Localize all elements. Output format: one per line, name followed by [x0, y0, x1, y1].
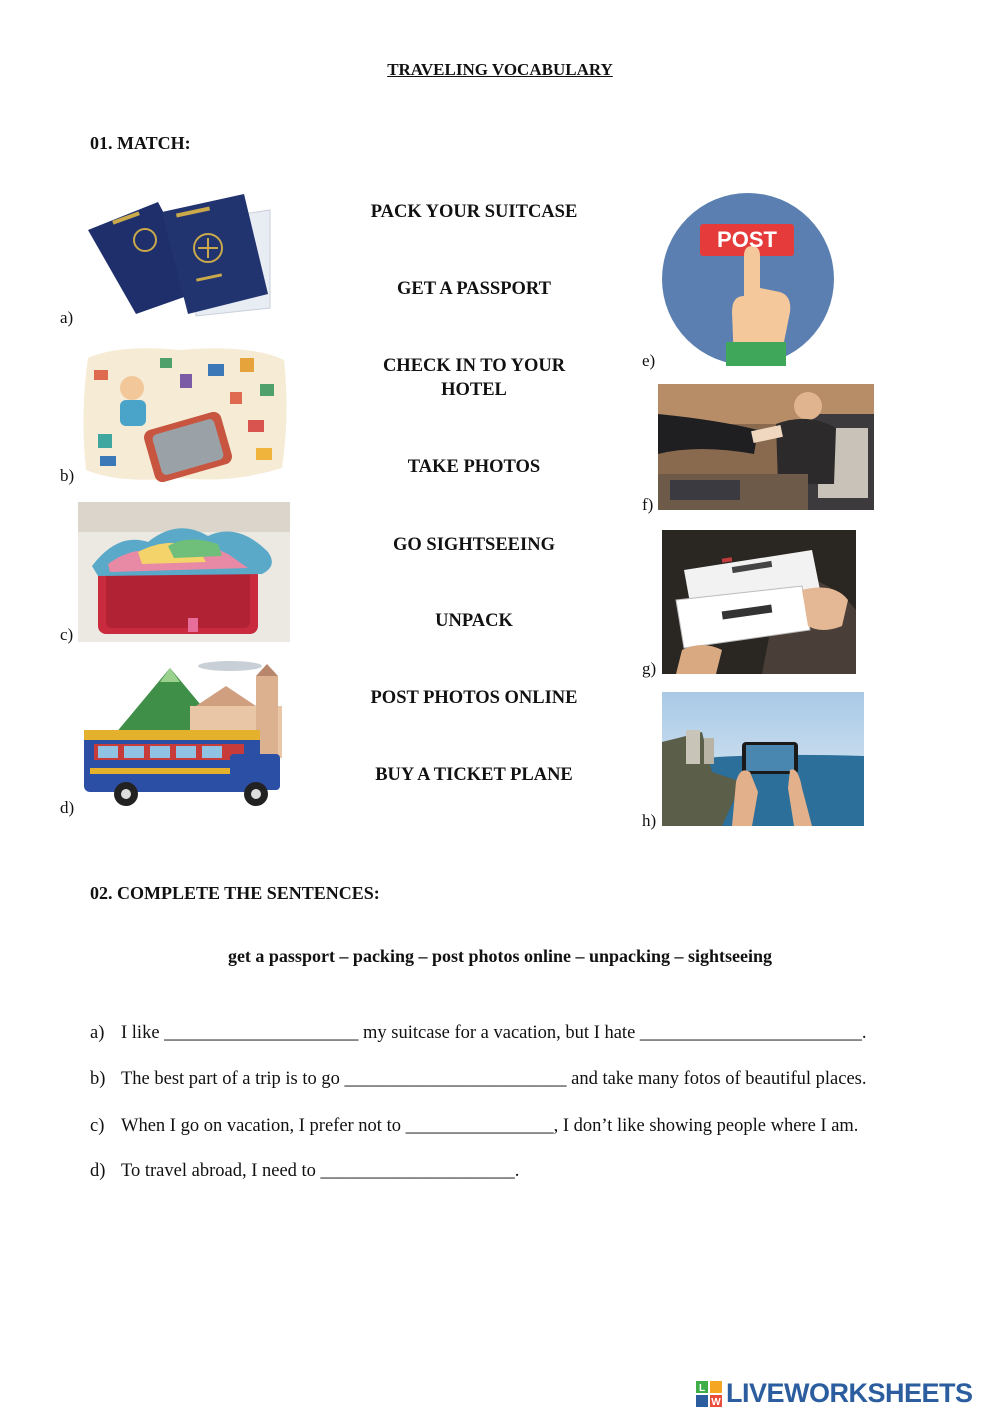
image-letter-h: h) — [642, 811, 657, 830]
phrase-go-sightseeing: GO SIGHTSEEING — [393, 535, 555, 555]
packing-illustration — [80, 344, 290, 484]
liveworksheets-brand-name: LIVEWORKSHEETS — [726, 1378, 973, 1408]
phrase-pack-suitcase: PACK YOUR SUITCASE — [370, 202, 578, 222]
plane-tickets-photo — [662, 530, 856, 674]
logo-letter-l: L — [698, 1383, 706, 1394]
sentence-text: To travel abroad, I need to _____________________. — [121, 1161, 520, 1181]
post-button-image — [660, 192, 836, 366]
image-letter-b: b) — [60, 466, 75, 485]
sentence-text: When I go on vacation, I prefer not to ________________, I don’t like showing people where I am. — [121, 1116, 859, 1136]
liveworksheets-logo — [696, 1376, 996, 1410]
passports-image — [84, 190, 274, 322]
phrase-take-photos: TAKE PHOTOS — [407, 457, 541, 477]
phone-photo-image — [662, 692, 864, 826]
sentence-d — [90, 1161, 519, 1182]
phrase-post-photos-online: POST PHOTOS ONLINE — [370, 688, 578, 708]
section-match-heading: 01. MATCH: — [90, 133, 191, 153]
image-letter-d: d) — [60, 798, 75, 817]
sentence-label: a) — [90, 1023, 105, 1043]
sentence-a — [90, 1023, 867, 1044]
image-letter-e: e) — [642, 351, 656, 370]
sentence-text: The best part of a trip is to go ________________________ and take many fotos of beautiful places. — [121, 1069, 867, 1089]
sentence-b — [90, 1069, 867, 1090]
image-letter-c: c) — [60, 625, 74, 644]
suitcase-photo — [78, 502, 290, 642]
phrase-get-passport: GET A PASSPORT — [397, 279, 551, 299]
sightseeing-illustration — [80, 660, 286, 812]
page-title: TRAVELING VOCABULARY — [387, 60, 613, 79]
image-letter-g: g) — [642, 659, 657, 678]
hotel-checkin-photo — [658, 384, 874, 510]
phrase-check-in-hotel: CHECK IN TO YOUR HOTEL — [382, 356, 566, 400]
sentence-text: I like _____________________ my suitcase for a vacation, but I hate ________________________. — [121, 1023, 867, 1043]
image-letter-a: a) — [60, 308, 74, 327]
image-letter-f: f) — [642, 495, 654, 514]
phrase-unpack: UNPACK — [435, 611, 513, 631]
word-bank: get a passport – packing – post photos online – unpacking – sightseeing — [227, 946, 773, 966]
sentence-c — [90, 1116, 858, 1137]
post-button-text: POST — [717, 227, 777, 252]
liveworksheets-logo-icon — [696, 1381, 722, 1407]
sentence-label: c) — [90, 1116, 105, 1136]
logo-letter-w: W — [711, 1397, 721, 1407]
phrase-buy-ticket-plane: BUY A TICKET PLANE — [375, 765, 573, 785]
section-complete-heading: 02. COMPLETE THE SENTENCES: — [90, 883, 380, 903]
sentence-label: b) — [90, 1069, 106, 1089]
sentence-label: d) — [90, 1161, 106, 1181]
